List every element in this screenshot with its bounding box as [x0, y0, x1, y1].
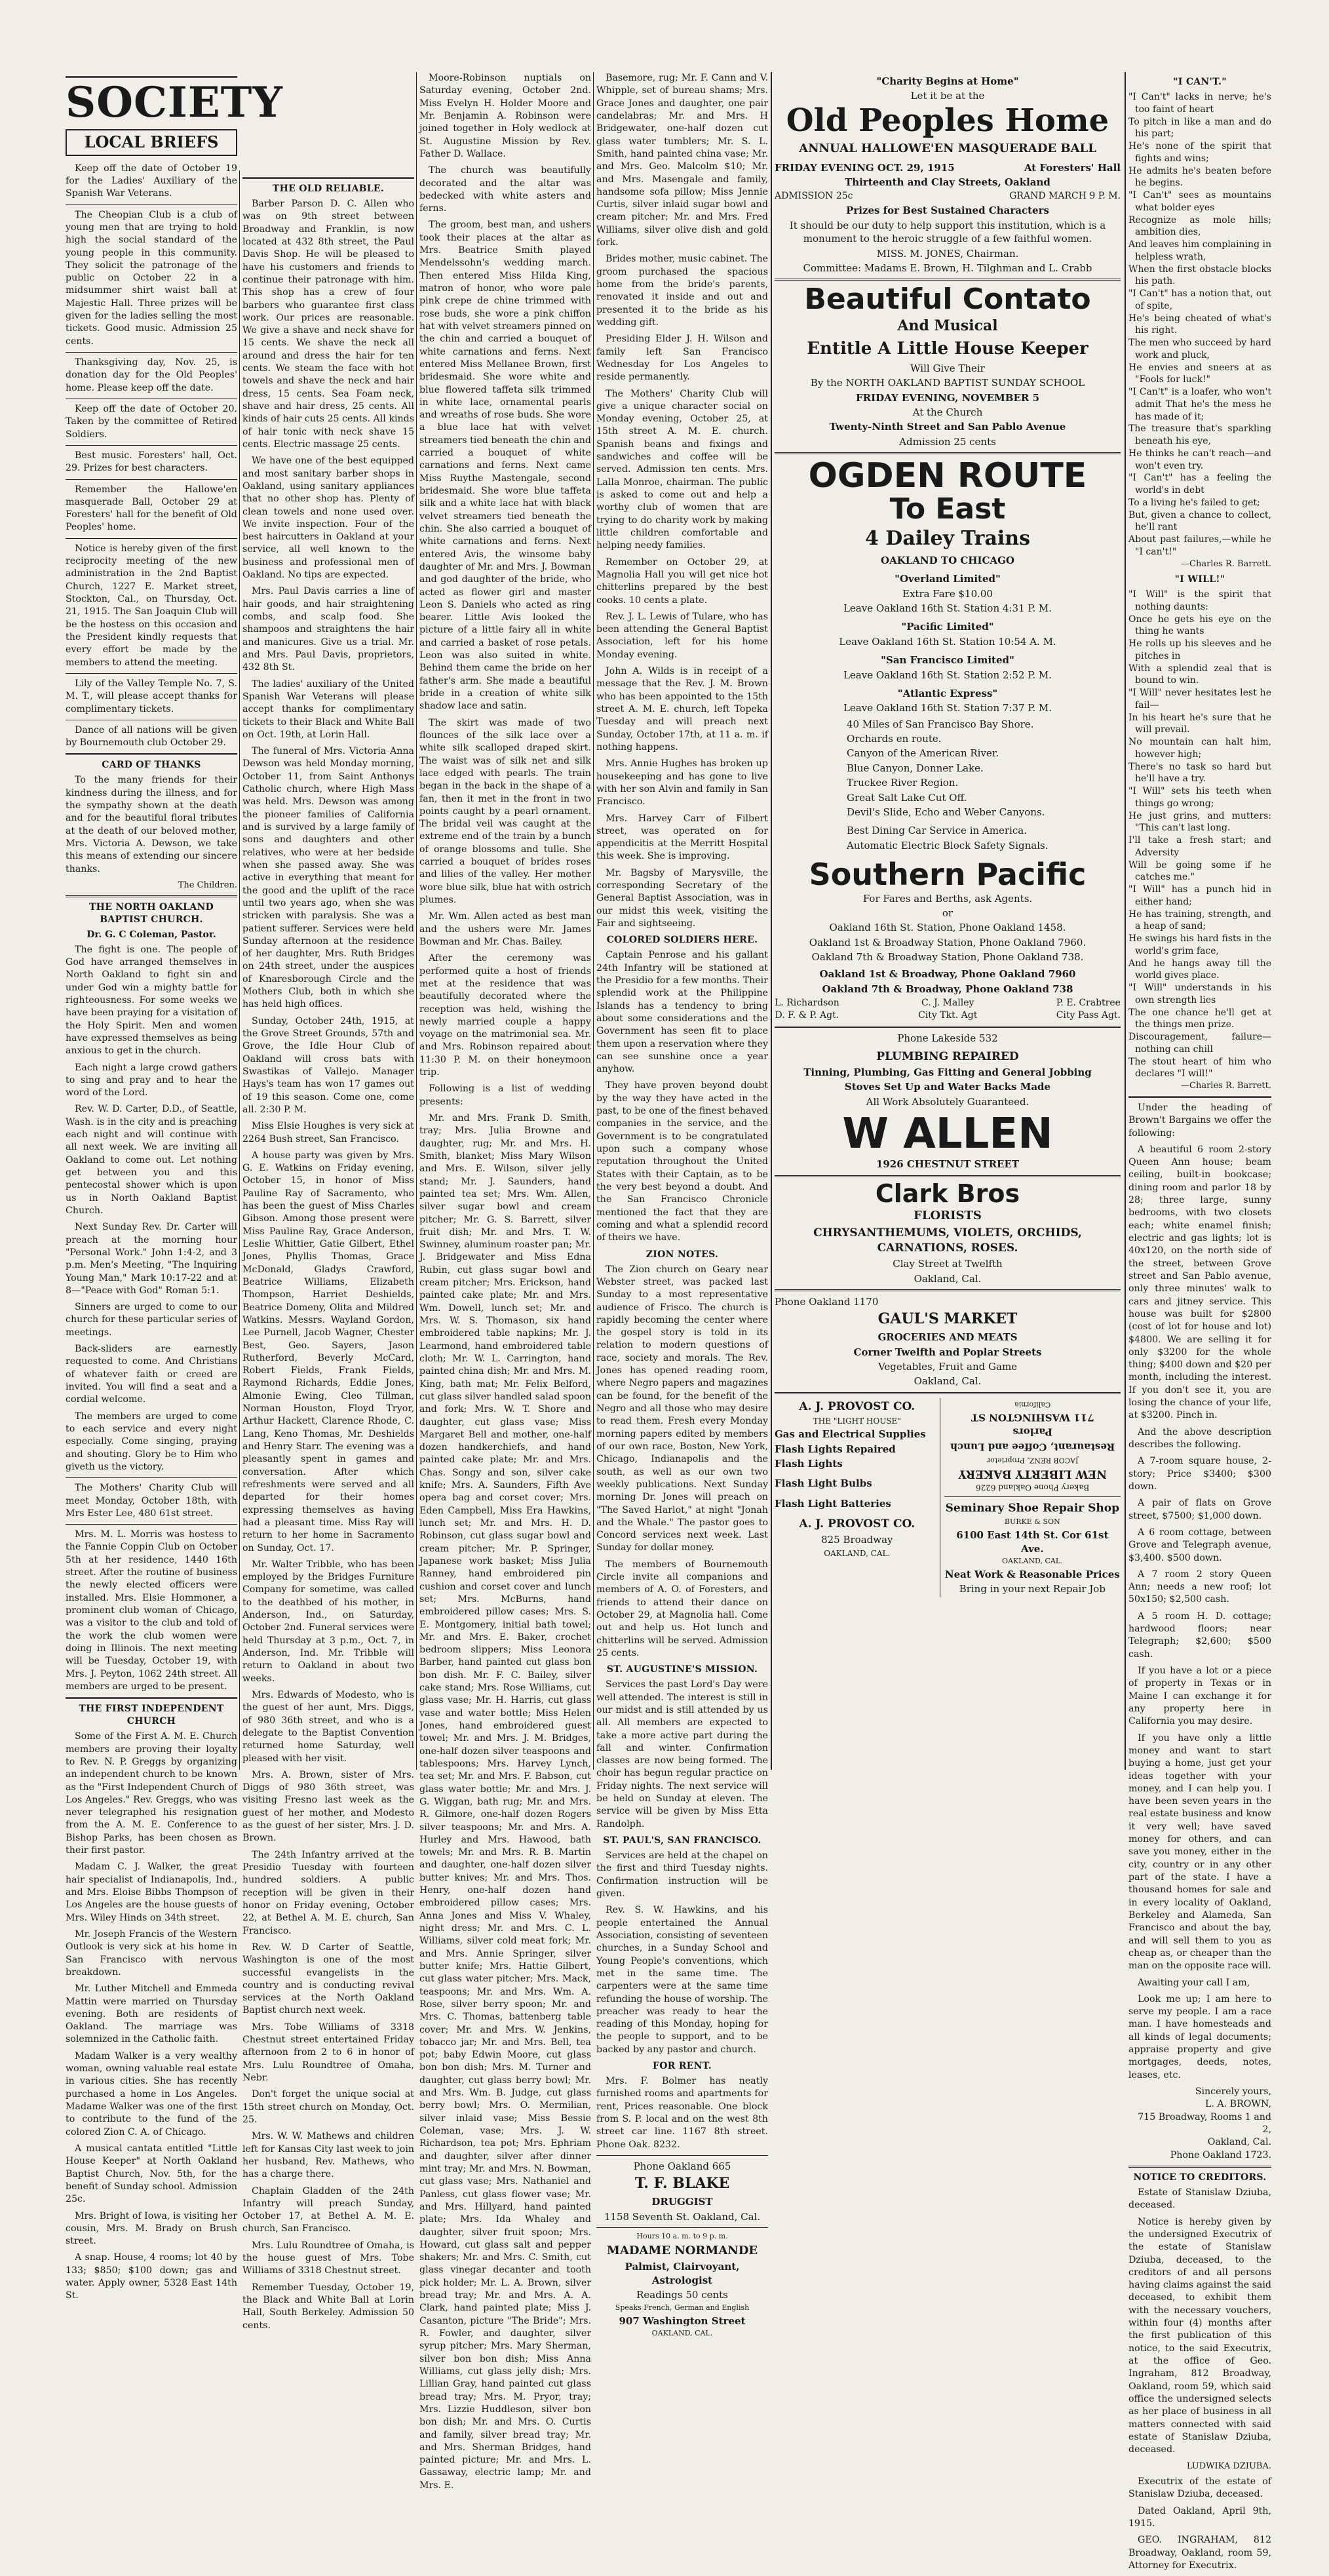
article-text: If you have only a little money and want to start buying a home, just get your ideas together with your money, and I can help you. I have been seven years in the real estate business and know it very well; have saved money for others, and can save you money, either in the city, country or in any other part of the state. I have a thousand homes for sale and in every locality of Oakland, Berkeley and Alameda, San Francisco and about the bay, and will sell them to you as cheap as, or cheaper than the man on the opposite race will.: [1128, 1732, 1271, 1972]
ad-role: Palmist, Clairvoyant, Astrologist: [625, 2261, 740, 2286]
heading-church: THE NORTH OAKLAND BAPTIST CHURCH.: [88, 901, 214, 925]
ad-gauls-market: [775, 1295, 1121, 1388]
ad-chairman: MISS. M. JONES, Chairman.: [876, 247, 1019, 260]
agent-name: C. J. Malley: [921, 998, 974, 1009]
article-text: Next Sunday Rev. Dr. Carter will preach at the morning hour "Personal Work." John 1:4-2, and 3 p.m. Men's Meeting, "The Inquiring Young Man," Mark 10:17-22 and at 8—"Peace with God" Roman 5:1.: [66, 1222, 237, 1296]
article-text: Back-sliders are earnestly requested to come. And Christians of whatever faith or creed are invited. You will find a seat and a cordial welcome.: [66, 1344, 237, 1405]
ad-address: 711 WASHINGTON ST: [971, 1411, 1094, 1424]
ad-name: Seminary Shoe Repair Shop: [945, 1502, 1120, 1515]
poem-line: The one chance he'll get at the things men prize.: [1128, 1007, 1271, 1030]
poem-line: He has training, strength, and a heap of sand;: [1128, 908, 1271, 932]
ad-madame-normande: [596, 2232, 768, 2339]
brief: Lily of the Valley Temple No. 7, S. M. T., will please accept thanks for complimentary tickets.: [66, 678, 237, 714]
ad-line: GROCERIES AND MEATS: [877, 1331, 1018, 1344]
ad-entitle: Entitle A Little House Keeper: [807, 338, 1088, 359]
train-departure: Leave Oakland 16th St. Station 2:52 P. M.: [843, 669, 1052, 681]
masthead-title: SOCIETY: [66, 78, 283, 127]
agent: [775, 997, 839, 1022]
agent-name: L. Richardson: [775, 998, 839, 1009]
article-text: Estate of Stanislaw Dziuba, deceased.: [1128, 2187, 1271, 2211]
ad-name: A. J. PROVOST CO.: [799, 1399, 915, 1413]
ads-bottom-row: [775, 1398, 1121, 1597]
ad-new-liberty-bakery: [944, 1399, 1121, 1493]
train-departure: Leave Oakland 16th St. Station 10:54 A. M.: [839, 635, 1056, 648]
train-fare: Extra Fare $10.00: [902, 587, 993, 600]
column-rule: [593, 72, 594, 1770]
heading-st-pauls: ST. PAUL'S, SAN FRANCISCO.: [603, 1835, 761, 1846]
article-text: Madam C. J. Walker, the great hair specialist of Indianapolis, Ind., and Mrs. Eloise Bibbs Thompson of Los Angeles are the house guests of Mrs. Wiley Hinds on 34th street.: [66, 1862, 237, 1923]
poem-line: About past failures,—while he "I can't!": [1128, 534, 1271, 557]
ad-city: OAKLAND, CAL.: [651, 2328, 713, 2337]
ad-city: OAKLAND, CAL.: [1001, 1557, 1063, 1566]
poem-line: "I Can't" sees as mountains what bolder eyes: [1128, 190, 1271, 213]
agent: [1056, 997, 1121, 1022]
ad-line: Oakland, Cal.: [914, 1375, 982, 1388]
scenery-item: Canyon of the American River.: [847, 747, 999, 760]
train-name: "Overland Limited": [895, 573, 1001, 585]
poem-line: "I Can't" lacks in nerve; he's too faint of heart: [1128, 92, 1271, 115]
signature: The Children.: [178, 880, 237, 890]
poem-line: With a splendid zeal that is bound to win.: [1128, 663, 1271, 686]
article-text: We have one of the best equipped and most sanitary barber shops in Oakland, using sanitary appliances that no other shop has. Plenty of clean towels and none used over. We invite inspection. Four of the best haircutters in Oakland at your service, all well known to the business and professional men of Oakland. No tips are expected.: [242, 456, 414, 581]
poem-line: The stout heart of him who declares "I will!": [1128, 1056, 1271, 1080]
train-name: "San Francisco Limited": [881, 654, 1014, 667]
scenery-list: [775, 718, 1121, 853]
article-text: Barber Parson D. C. Allen who was on 9th street between Broadway and Franklin, is now located at 432 8th street, the Paul Davis Shop. He will be pleased to have his customers and friends to continue their patronage with him. This shop has a crew of four barbers who guarantee first class work. Our prices are reasonable. We give a shave and neck shave for 15 cents. We shave the neck all around and dress the hair for ten cents. We steam the face with hot towels and shave the neck and hair dress, 15 cents. Sea Foam neck, shave and hair dress, 25 cents. All kinds of hair cuts 25 cents. All kinds of hair tonic with neck shave 15 cents. Electric massage 25 cents.: [242, 199, 414, 450]
pastor-line: Dr. G. C Coleman, Pastor.: [87, 929, 216, 940]
ad-provost: [775, 1398, 940, 1597]
signer-address: 715 Broadway, Rooms 1 and 2,: [1138, 2111, 1271, 2135]
article-text: Sunday, October 24th, 1915, at the Grove Street Grounds, 57th and Grove, the Idle Hour Club of Oakland will cross bats with Swastikas of Vallejo. Manager Hays's team has won 17 games out of 19 this season. Come one, come all. 2:30 P. M.: [242, 1015, 414, 1115]
poem-line: The treasure that's sparkling beneath his eye,: [1128, 423, 1271, 447]
heading-st-augustine: ST. AUGUSTINE'S MISSION.: [606, 1664, 758, 1675]
article-text: And the above description describes the following.: [1128, 1426, 1271, 1451]
column-rule: [239, 170, 240, 1770]
poem-line: There's no task so hard but he'll have a try.: [1128, 761, 1271, 785]
scenery-item: Blue Canyon, Donner Lake.: [847, 762, 984, 774]
poem-i-will: [1128, 589, 1271, 1080]
article-text: They have proven beyond doubt by the way they have acted in the past, to be one of the finest behaved companies in the service, and the Government is to be congratulated upon such a company whose reputation throughout the United States with their Captain, as to be the very best beyond a doubt. And the San Francisco Chronicle mentioned the fact that they are coming and what a splendid record of theirs we have.: [596, 1080, 768, 1243]
scenery-item: Devil's Slide, Echo and Weber Canyons.: [847, 806, 1045, 819]
poem-line: He's being cheated of what's his right.: [1128, 313, 1271, 336]
ad-line: Flash Light Batteries: [775, 1497, 891, 1510]
ad-name: Clark Bros: [875, 1179, 1020, 1208]
poem-line: "I Will" sets his teeth when things go wrong;: [1128, 786, 1271, 809]
ad-at: At the Church: [912, 406, 983, 419]
ad-name: GAUL'S MARKET: [877, 1310, 1018, 1328]
ad-line: Stoves Set Up and Water Backs Made: [844, 1081, 1051, 1093]
article-text: Mrs. A. Brown, sister of Mrs. Diggs of 980 36th street, was visiting Fresno last week as the guest of her mother, and Modesto as the guest of her sister, Mrs. J. D. Brown.: [242, 1769, 414, 1844]
article-text: Captain Penrose and his gallant 24th Infantry will be stationed at the Presidio for a few months. Their splendid work at the Philippine Islands has a tendency to bring about some considerations and the Government has seen fit to place them upon a reservation where they can see sunshine once a year anyhow.: [596, 950, 768, 1075]
newspaper-page: [66, 72, 1271, 2571]
brief: Remember the Hallowe'en masquerade Ball, October 29 at Foresters' hall for the benefit of Old Peoples' home.: [66, 484, 237, 533]
brief: Keep off the date of October 19 for the Ladies' Auxiliary of the Spanish War Veterans.: [66, 163, 237, 199]
agent-role: City Tkt. Agt: [918, 1010, 978, 1021]
ad-give: Will Give Their: [910, 362, 985, 374]
ad-address: 6100 East 14th St. Cor 61st Ave.: [956, 1529, 1109, 1555]
ad-address: 907 Washington Street: [619, 2314, 746, 2327]
ad-committee: Committee: Madams E. Brown, H. Tilghman and L. Crabb: [803, 262, 1092, 275]
article-text: Mrs. Bright of Iowa, is visiting her cousin, Mrs. M. Brady on Brush street.: [66, 2210, 237, 2247]
poem-line: I'll take a fresh start; and Adversity: [1128, 835, 1271, 858]
ad-flowers: CHRYSANTHEMUMS, VIOLETS, ORCHIDS, CARNATIONS, ROSES.: [813, 1226, 1082, 1255]
ad-city: California: [1014, 1400, 1050, 1409]
article-text: A 5 room H. D. cottage; hardwood floors; near Telegraph; $2,600; $500 cash.: [1128, 1610, 1271, 1660]
ad-title: Beautiful Contato: [804, 283, 1091, 317]
station-phone: Oakland 7th & Broadway Station, Phone Oakland 738.: [811, 951, 1084, 964]
article-text: The 24th Infantry arrived at the Presidio Tuesday with fourteen hundred soldiers. A public reception will be given in their honor on Friday evening, October 22, at Bethel A. M. E. church, San Francisco.: [242, 1849, 414, 1936]
agent-role: City Pass Agt.: [1056, 1010, 1121, 1021]
scenery-item: Truckee River Region.: [847, 777, 959, 789]
heading-for-rent: FOR RENT.: [653, 2061, 712, 2072]
brief: The Cheopian Club is a club of young men that are trying to hold high the social standard of the young people in this community. They solicit the patronage of the public on October 22 in a midsummer shirt waist ball at Majestic Hall. Three prizes will be given for the ladies selling the most tickets. Good music. Admission 25 cents.: [66, 209, 237, 347]
ad-and: And Musical: [897, 317, 998, 334]
article-text: John A. Wilds is in receipt of a message that the Rev. J. M. Brown who has been appointed to the 15th street A. M. E. church, left Topeka Tuesday and will preach next Sunday, October 17th, at 11 a. m. if nothing happens.: [596, 666, 768, 752]
scenery-item: Automatic Electric Block Safety Signals.: [847, 839, 1049, 851]
article-text: Sinners are urged to come to our church for these particular series of meetings.: [66, 1302, 237, 1338]
signer-phone: Phone Oakland 1723.: [1170, 2149, 1271, 2160]
article-text: GEO. INGRAHAM, 812 Broadway, Oakland, room 59, Attorney for Executrix.: [1128, 2535, 1271, 2571]
article-text: Following is a list of wedding presents:: [419, 1083, 591, 1107]
article-text: Mrs. Harvey Carr of Filbert street, was operated on for appendicitis at the Merritt Hospital this week. She is improving.: [596, 813, 768, 862]
article-text: Rev. W. D. Carter, D.D., of Seattle, Wash. is in the city and is preaching each night and will continue with all next week. We are inviting all Oakland to come out. Let nothing get between you and this pentecostal shower which is upon us in North Oakland Baptist Church.: [66, 1104, 237, 1216]
article-text: Moore-Robinson nuptials on Saturday evening, October 2nd. Miss Evelyn H. Holder Moore and Mr. Benjamin A. Robinson were joined together in Holy wedlock at St. Augustine Mission by Rev. Father D. Wallace.: [419, 73, 591, 159]
poem-line: He thinks he can't reach—and won't even try.: [1128, 448, 1271, 471]
ad-date-row: [775, 161, 1121, 174]
poem-line: He swings his hard fists in the world's grim face,: [1128, 933, 1271, 956]
poem-line: "I Will" is the spirit that nothing daunts:: [1128, 589, 1271, 612]
ad-date: FRIDAY EVENING, NOVEMBER 5: [855, 391, 1040, 404]
article-text: Don't forget the unique social at 15th street church on Monday, Oct. 25.: [242, 2089, 414, 2125]
poem-line: "I Can't" is a loafer, who won't admit That he's the mess he has made of it;: [1128, 387, 1271, 422]
ad-admission: Admission 25 cents: [899, 435, 996, 448]
ad-contato: [775, 284, 1121, 448]
ad-parlors: Parlors: [1012, 1426, 1052, 1438]
poem-line: The men who succeed by hard work and pluck,: [1128, 338, 1271, 361]
article-text: Rev. W. D Carter of Seattle, Washington is one of the most successful evangelists in the country and is conducting revival services at the North Oakland Baptist church next week.: [242, 1942, 414, 2016]
station-phone: Oakland 1st & Broadway Station, Phone Oakland 7960.: [809, 936, 1087, 948]
poem-line: Recognize as mole hills; ambition dies,: [1128, 214, 1271, 238]
column-2: [242, 72, 414, 2336]
column-rule: [1125, 72, 1126, 1770]
poem-title: "I CAN'T.": [1173, 77, 1227, 87]
ad-or: or: [942, 907, 953, 919]
station-phone: Oakland 1st & Broadway, Phone Oakland 7960: [819, 968, 1076, 981]
ad-ogden-route: [775, 458, 1121, 1022]
ad-phone: Phone Oakland 1170: [775, 1295, 879, 1308]
poem-title: "I WILL!": [1174, 574, 1225, 585]
heading-first-independent: THE FIRST INDEPENDENT CHURCH: [79, 1704, 224, 1727]
poem-line: "I Can't" has a notion that, out of spite,: [1128, 288, 1271, 311]
poem-line: He's none of the spirit that fights and wins;: [1128, 141, 1271, 164]
column-6: [1128, 72, 1271, 2576]
article-text: Mr. Joseph Francis of the Western Outlook is very sick at his home in San Francisco with nervous breakdown.: [66, 1928, 237, 1978]
ad-line: Gas and Electrical Supplies: [775, 1428, 926, 1441]
article-text: Mr. Wm. Allen acted as best man and the ushers were Mr. James Bowman and Mr. Chas. Bailey.: [419, 911, 591, 947]
article-text: A beautiful 6 room 2-story Queen Ann house; beam ceiling, built-in bookcase; dining room and parlor 18 by 28; three large, sunny bedrooms, with two closets each; white enamel finish; electric and gas lights; lot is 40x120, on the north side of the street, between Grove street and San Pablo avenue, only three minutes' walk to cars and jitney service. This house was built for $2800 (cost of lot for house and lot) $4800. We are selling it for only $3200 for the whole thing; $400 down and $20 per month, including the interest. If you don't see it, you are losing the chance of your life, at $3200. Pinch in.: [1128, 1144, 1271, 1421]
ad-florists: FLORISTS: [914, 1209, 982, 1223]
poem-line: No mountain can halt him, however high;: [1128, 737, 1271, 760]
ad-route: OAKLAND TO CHICAGO: [881, 554, 1014, 566]
article-text: Rev. S. W. Hawkins, and his people entertained the Annual Association, consisting of seventeen churches, in a Sunday School and Young People's conventions, which met in the same time. The carpenters were at the same time refunding the house of worship. The preacher was ready to hear the reading of this Monday, hoping for the people to support, and to be backed by any pastor and church.: [596, 1905, 768, 2055]
column-5-ads: [775, 72, 1121, 1597]
article-text: Awaiting your call I am,: [1138, 1977, 1250, 1988]
article-text: The funeral of Mrs. Victoria Anna Dewson was held Monday morning, October 11, from Saint Anthonys Catholic church, where High Mass was held. Mrs. Dewson was among the pioneer families of California and is survived by a large family of sons and daughters and other relatives, who were at her bedside when she passed away. She was active in everything that meant for the good and the uplift of the race until two years ago, when she was stricken with paralysis. She was a patient sufferer. Services were held Sunday afternoon at the residence of her daughter, Mrs. Ruth Bridges on 24th street, under the auspices of Knaresborough Circle and the Mothers Club, both in which she has held high offices.: [242, 746, 414, 1010]
article-text: The skirt was made of two flounces of the silk lace over a white silk scalloped draped skirt. The waist was of silk net and silk lace edged with pearls. The train began in the back in the shape of a fan, then it met in the front in two points caught by a pearl ornament. The bridal veil was caught at the extreme end of the train by a bunch of orange blossoms and tulle. She carried a bouquet of brides roses and lilies of the valley. Her mother wore blue silk, blue hat with ostrich plumes.: [419, 717, 591, 905]
ad-date: FRIDAY EVENING OCT. 29, 1915: [775, 161, 955, 174]
article-text: The groom, best man, and ushers took their places at the altar as Mrs. Beatrice Smith played Mendelssohn's wedding march. Then entered Miss Hilda King, matron of honor, who wore pale pink crepe de chine trimmed with rose buds, she wore a pink chiffon hat with velvet streamers pinned on the chin and carried a bouquet of white carnations and ferns. Next entered Miss Mellanee Brown, first bridesmaid. She wore white and blue flowered taffeta silk trimmed in white lace, ornamental pearls and wreaths of rose buds. She wore a blue lace hat with velvet streamers tied beneath the chin and carried a bouquet of white carnations and ferns. Next came Miss Ruythe Mastengale, second bridesmaid. She wore blue taffeta silk and a white lace hat with black velvet streamers tied beneath the chin. She also carried a bouquet of white carnations and ferns. Next entered Avis, the winsome baby daughter of Mr. and Mrs. J. Bowman and god daughter of the bride, who acted as flower girl and master Leon S. Daniels who acted as ring bearer. Little Avis looked the picture of a little fairy all in white and carried a basket of rose petals. Leon was also suited in white. Behind them came the bride on her father's arm. She made a beautiful bride in a creation of white silk shadow lace and satin.: [419, 220, 591, 712]
poem-line: To a living he's failed to get;: [1128, 497, 1260, 508]
ad-hours: Hours 10 a. m. to 9 p. m.: [636, 2232, 728, 2241]
ad-sub: Bakery Phone Oakland 6226: [975, 1483, 1089, 1493]
brief: Thanksgiving day, Nov. 25, is donation day for the Old Peoples' home. Please keep off the date.: [66, 357, 237, 393]
ad-title: OGDEN ROUTE: [808, 456, 1087, 496]
article-text: A 7-room square house, 2-story; Price $3400; $300 down.: [1128, 1456, 1271, 1492]
article-text: Miss Elsie Houghes is very sick at 2264 Bush street, San Francisco.: [242, 1121, 414, 1144]
ad-line: Neat Work & Reasonable Prices: [944, 1569, 1120, 1581]
article-text: Mr. Walter Tribble, who has been employed by the Bridges Furniture Company for sometime, was called to the deathbed of his mother, in Anderson, Ind., on Saturday, October 2nd. Funeral services were held Thursday at 3 p.m., Oct. 7, in Anderson, Ind. Mr. Tribble will return to Oakland in about two weeks.: [242, 1559, 414, 1684]
article-text: A house party was given by Mrs. G. E. Watkins on Friday evening, October 15, in honor of Miss Pauline Ray of Sacramento, who has been the guest of Miss Charles Gibson. Among those present were Miss Pauline Ray, Grace Anderson, Leslie Whittier, Gatie Gilbert, Ethel Jones, Phyllis Thomas, Grace McDonald, Gladys Crawford, Beatrice Williams, Elizabeth Thompson, Harriet Deshields, Beatrice Domeny, Olita and Mildred Watkins. Messrs. Wayland Gordon, Lee Purnell, Jacob Wagner, Chester Best, Geo. Sayers, Jason Rutherford, Beverly McCard, Robert Fields, Frank Fields, Raymond Richards, Eddie Jones, Almonie Ewing, Cleo Tillman, Norman Houston, Floyd Tryor, Arthur Hackett, Clarence Rhode, C. Lang, Keno Thomas, Mr. Deshields and Henry Starr. The evening was a pleasantly spent in games and conversation. After which refreshments were served and all departed for their homes expressing themselves as having had a pleasant time. Miss Ray will return to her home in Sacramento on Sunday, Oct. 17.: [242, 1150, 414, 1553]
poem-line: He admits he's beaten before he begins.: [1128, 165, 1271, 189]
article-text: A musical cantata entitled "Little House Keeper" at North Oakland Baptist Church, Nov. 5th, for the benefit of Sunday school. Admission 25c.: [66, 2143, 237, 2205]
article-text: Some of the First A. M. E. Church members are proving their loyalty to Rev. N. P. Greggs by organizing an independent church to be known as the "First Independent Church of Los Angeles." Rev. Greggs, who was never telegraphed his resignation from the A. M. E. Conference to Bishop Parks, has been chosen as their first pastor.: [66, 1731, 237, 1856]
article-text: Notice is hereby given by the undersigned Executrix of the estate of Stanislaw Dziuba, deceased, to the creditors of and all persons having claims against the said deceased, to exhibit them with the necessary vouchers, within four (4) months after the first publication of this notice, to the said Executrix, at the office of Geo. Ingraham, 812 Broadway, Oakland, room 59, which said office the undersigned selects as her place of business in all matters connected with said estate of Stanislaw Dziuba, deceased.: [1128, 2216, 1271, 2455]
ad-name: MADAME NORMANDE: [606, 2244, 758, 2257]
ad-location: Thirteenth and Clay Streets, Oakland: [845, 176, 1050, 189]
article-text: Under the heading of Brown't Bargains we offer the following:: [1128, 1102, 1271, 1139]
agents-row: [775, 997, 1121, 1022]
poem-line: To pitch in like a man and do his part;: [1128, 116, 1271, 140]
train-departure: Leave Oakland 16th St. Station 7:37 P. M.: [843, 702, 1052, 714]
article-text: Rev. J. L. Lewis of Tulare, who has been attending the General Baptist Association, left for his home Monday evening.: [596, 611, 768, 660]
article-text: If you have a lot or a piece of property in Texas or in Maine I can exchange it for any property here in California you may desire.: [1128, 1666, 1271, 1727]
article-text: Presiding Elder J. H. Wilson and family left San Francisco Wednesday for Los Angeles to reside permanently.: [596, 334, 768, 383]
poem-signature: —Charles R. Barrett.: [1181, 558, 1271, 569]
article-text: Mrs. F. Bolmer has neatly furnished rooms and apartments for rent, Prices reasonable. One block from S. P. local and on the west 8th street car line. 1167 8th street. Phone Oak. 8232.: [596, 2076, 768, 2150]
brief: Keep off the date of October 20. Taken by the committee of Retired Soldiers.: [66, 403, 237, 440]
ad-name: NEW LIBERTY BAKERY: [958, 1466, 1107, 1480]
ad-line: Corner Twelfth and Poplar Streets: [853, 1346, 1042, 1358]
ad-phone: Phone Lakeside 532: [897, 1032, 998, 1045]
article-text: Mrs. Edwards of Modesto, who is the guest of her aunt, Mrs. Diggs, of 980 36th street, and who is a delegate to the Baptist Convention returned home Saturday, well pleased with her visit.: [242, 1689, 414, 1764]
ad-location: Twenty-Ninth Street and San Pablo Avenue: [829, 421, 1066, 433]
ad-duty: It should be our duty to help support this institution, which is a monument to the heroic struggle of a few faithful women.: [789, 219, 1106, 245]
article-text: Executrix of the estate of Stanislaw Dziuba, deceased.: [1128, 2476, 1271, 2500]
ad-address: 1926 CHESTNUT STREET: [876, 1158, 1020, 1171]
signature-block: [1128, 2086, 1271, 2162]
ad-prop: BURKE & SON: [1004, 1517, 1060, 1527]
column-4: [596, 72, 768, 2340]
ad-sub: THE "LIGHT HOUSE": [813, 1416, 901, 1426]
poem-signature: —Charles R. Barrett.: [1181, 1081, 1271, 1091]
article-text: The Zion church on Geary near Webster street, was packed last Sunday to a most representative audience of Frisco. The church is rapidly becoming the center where the gospel story is told in its relation to modern questions of race, society and morals. The Rev. Jones has opened reading room, where Negro papers and magazines can be found, for the benefit of the Negro and all those who may desire to read them. Fresh every Monday morning papers edited by members of our own race, Boston, New York, Chicago, Indianapolis and the south, as well as our own two weekly publications. Next Sunday morning Dr. Jones will preach on "The Saved Harlot," at night "Jonah and the Whale." The pastor goes to Concord services next week. Last Sunday for dollar money.: [596, 1264, 768, 1553]
ad-name: T. F. BLAKE: [634, 2175, 730, 2193]
ad-line: Flash Light Bulbs: [775, 1477, 872, 1490]
ad-hall: At Foresters' Hall: [1024, 161, 1121, 174]
train-departure: Leave Oakland 16th St. Station 4:31 P. M.: [843, 602, 1052, 614]
poem-line: When the first obstacle blocks his path.: [1128, 263, 1271, 287]
ad-address: Clay Street at Twelfth: [893, 1258, 1003, 1270]
article-text: A pair of flats on Grove street, $7500; $1,000 down.: [1128, 1498, 1271, 1521]
ad-clark-bros: [775, 1181, 1121, 1285]
column-rule: [771, 72, 772, 1770]
ad-phone: Phone Oakland 665: [633, 2160, 731, 2172]
heading-creditors: NOTICE TO CREDITORS.: [1133, 2172, 1267, 2183]
article-text: A 6 room cottage, between Grove and Telegraph avenue, $3,400. $500 down.: [1128, 1527, 1271, 1563]
poem-i-cant: [1128, 91, 1271, 558]
poem-line: In his heart he's sure that he will prevail.: [1128, 712, 1271, 735]
poem-line: And leaves him complaining in helpless wrath,: [1128, 239, 1271, 262]
article-text: The Mothers' Charity Club will give a unique character social on Monday evening, October 25, at 15th street A. M. E. church. Spanish beans and fixings and sandwiches and coffee will be served. Admission ten cents. Mrs. Lalla Monroe, chairman. The public is asked to come out and help a worthy club of women that are trying to do charity work by making little children comfortable and helping needy families.: [596, 388, 768, 551]
brief: Mrs. M. L. Morris was hostess to the Fannie Coppin Club on October 5th at her residence, 1440 16th street. After the routine of business the newly elected officers were installed. Mrs. Elsie Hommoner, a prominent club woman of Chicago, was a visitor to the club and told of the work the club women were doing in Illinois. The next meeting will be Tuesday, October 19, with Mrs. J. Peyton, 1062 24th street. All members are urged to be present.: [66, 1529, 237, 1692]
article-text: The ladies' auxiliary of the United Spanish War Veterans will please accept thanks for complimentary tickets to their Black and White Ball on Oct. 19th, at Lorin Hall.: [242, 678, 414, 740]
ad-blake-druggist: [596, 2160, 768, 2223]
closing: Sincerely yours,: [1195, 2086, 1271, 2098]
heading-zion-notes: ZION NOTES.: [645, 1249, 719, 1260]
heading-old-reliable: THE OLD RELIABLE.: [272, 184, 385, 194]
ad-march: GRAND MARCH 9 P. M.: [1009, 191, 1121, 202]
article-text: Brides mother, music cabinet. The groom purchased the spacious home from the bride's parents, renovated it inside and out and presented it to the bride as his wedding gift.: [596, 254, 768, 328]
article-text: To the many friends for their kindness during the illness, and for the sympathy shown at the death and for the beautiful floral tributes at the death of our beloved mother, Mrs. Victoria A. Dewson, we take this means of extending our sincere thanks.: [66, 775, 237, 874]
scenery-item: Great Salt Lake Cut Off.: [847, 791, 967, 804]
ad-tagline: "Charity Begins at Home": [876, 75, 1019, 87]
poem-line: Will be going some if he catches me.": [1128, 859, 1271, 883]
poem-line: "I Will" has a punch hid in either hand;: [1128, 884, 1271, 907]
agent-role: D. F. & P. Agt.: [775, 1010, 839, 1021]
ad-prizes: Prizes for Best Sustained Characters: [846, 205, 1049, 217]
heading-colored-soldiers: COLORED SOLDIERS HERE.: [606, 935, 758, 946]
train-name: "Atlantic Express": [897, 687, 998, 699]
article-text: Dated Oakland, April 9th, 1915.: [1128, 2505, 1271, 2529]
ad-line: Vegetables, Fruit and Game: [877, 1360, 1018, 1373]
ad-subtitle: To East: [889, 492, 1006, 526]
article-text: Basemore, rug; Mr. F. Cann and V. Whipple, set of bureau shams; Mrs. Grace Jones and daughter, one pair candelabras; Mr. and Mrs. H Bridgewater, one-half dozen cut glass water tumblers; Mr. S. L. Smith, hand painted china vase; Mr. and Mrs. Geo. Malcolm $10; Mr. and Mrs. Masengale and family, handsome sofa pillow; Miss Jennie Curtis, silver inlaid sugar bowl and cream pitcher; Mr. and Mrs. Fred Williams, silver olive dish and gold fork.: [596, 73, 768, 248]
brief: Dance of all nations will be given by Bournemouth club October 29.: [66, 724, 237, 749]
ads-right-stack: [940, 1398, 1121, 1597]
signer: L. A. BROWN,: [1204, 2099, 1271, 2110]
heading-card-of-thanks: CARD OF THANKS: [102, 760, 201, 771]
ad-fares: For Fares and Berths, ask Agents.: [862, 892, 1033, 905]
section-title: LOCAL BRIEFS: [66, 129, 237, 156]
station-phone: Oakland 7th & Broadway, Phone Oakland 738: [822, 983, 1073, 995]
scenery-item: Orchards en route.: [847, 733, 942, 745]
article-text: Mrs. Lulu Roundtree of Omaha, is the house guest of Mrs. Tobe Williams of 3318 Chestnut street.: [242, 2240, 414, 2276]
ad-heading: PLUMBING REPAIRED: [876, 1049, 1019, 1063]
article-text: After the ceremony was performed quite a host of friends met at the residence that was beautifully decorated where the reception was held, wishing the newly married couple a happy voyage on the matrimonial sea. Mr. and Mrs. Robinson repaired about 11:30 P. M. on their honeymoon trip.: [419, 953, 591, 1078]
poem-line: He envies and sneers at as "Fools for luck!": [1128, 362, 1271, 385]
ad-w-allen-plumbing: [775, 1032, 1121, 1171]
article-text: The members of Bournemouth Circle invite all companions and members of A. O. of Foresters, and friends to attend their dance on October 29, at Magnolia hall. Come out and help us. Hot lunch and chitterlins will be served. Admission 25 cents.: [596, 1559, 768, 1658]
station-phone: Oakland 16th St. Station, Phone Oakland 1458.: [829, 922, 1066, 934]
ad-title: Old Peoples Home: [786, 102, 1109, 139]
article-text: Mr. and Mrs. Frank D. Smith, tray; Mrs. Julia Browne and daughter, rug; Mr. and Mrs. H. Smith, blanket; Miss Mary Wilson and Mrs. E. Wilson, silver jelly stand; Mr. J. Saunders, hand painted tea set; Mrs. Wm. Allen, silver sugar bowl and cream pitcher; Mr. G. S. Barrett, silver fruit dish; Mr. and Mrs. T. W. Swinney, aluminum roaster pan; Mr. J. Bridgewater and Miss Edna Rubin, cut glass sugar bowl and cream pitcher; Mrs. Erickson, hand painted cake plate; Mr. and Mrs. Wm. Dowell, lunch set; Mr. and Mrs. W. S. Thomason, six hand embroidered table napkins; Mr. J. Learmond, hand embroidered table cloth; Mr. W. L. Carrington, hand painted china dish; Mr. and Mrs. M. King, bath mat; Mr. Felix Belford, cut glass silver handled salad spoon and fork; Mrs. W. T. Shore and daughter, cut glass vase; Miss Margaret Bell and mother, one-half dozen handkerchiefs, and hand painted cake plate; Mr. and Mrs. Chas. Songy and son, silver cake knife; Mrs. A. Saunders, Fifth Ave opera bag and corset cover; Mrs. Eden Campbell, Miss Era Hawkins, lunch set; Mr. and Mrs. H. D. Robinson, cut glass sugar bowl and cream pitcher; Mr. P. Springer, Japanese work basket; Miss Julia Ranney, hand embroidered pin cushion and corset cover and lunch set; Mrs. McBurns, hand embroidered pillow cases; Mrs. S. E. Montgomery, initial bath towel; Mr. and Mrs. E. Baker, crochet bedroom slippers; Miss Leonora Barber, hand painted cut glass bon bon dish. Mr. F. C. Bailey, silver cake stand; Mrs. Rose Williams, cut glass vase; Mr. H. Harris, cut glass vase and water bottle; Miss Helen Jones, hand embroidered guest towel; Mr. and Mrs. J. M. Bridges, one-half dozen silver teaspoons and tablespoons; Mrs. Harvey Lynch, tea set; Mr. and Mrs. F. Babson, cut glass water bottle; Mr. and Mrs. J. G. Wiggan, bath rug; Mr. and Mrs. R. Gilmore, one-half dozen Rogers silver teaspoons; Mr. and Mrs. A. Hurley and Mrs. Hawood, bath towels; Mr. and Mrs. R. B. Martin and daughter, one-half dozen silver butter knives; Mr. and Mrs. Thos. Henry, one-half dozen hand embroidered pillow cases; Mrs. Anna Jones and Miss V. Whaley, night dress; Mr. and Mrs. C. L. Williams, silver cold meat fork; Mr. and Mrs. Annie Springer, silver butter knife; Mrs. Hattie Gilbert, cut glass water pitcher; Mrs. Mack, teaspoons; Mr. and Mrs. Wm. A. Rose, silver berry spoon; Mr. and Mrs. C. Thomas, battenberg table cover; Mr. and Mrs. W. Jenkins, tobacco jar; Mr. and Mrs. Bell, tea pot; baby Edwin Moore, cut glass bon bon dish; Mrs. M. Turner and daughter, cut glass berry bowl; Mr. and Mrs. Wm. B. Judge, cut glass berry bowl; Mrs. O. Mermilian, silver inlaid vase; Miss Bessie Coleman, vase; Mrs. J. W. Richardson, tea pot; Mrs. Ephriam and daughter, silver after dinner mint tray; Mr. and Mrs. N. Bowman, cut glass vase; Mrs. Nathaniel and Panless, cut glass flower vase; Mr. and Mrs. Hillyard, hand painted plate; Mrs. Ida Whaley and daughter, silver fruit spoon; Mrs. Howard, cut glass salt and pepper shakers; Mr. and Mrs. C. Smith, cut glass vinegar decanter and tooth pick holder; Mr. L. A. Brown, silver bread tray; Mr. and Mrs. A. A. Clark, hand painted plate; Miss J. Casanton, picture "The Bride"; Mrs. R. Fowler, and daughter, silver syrup pitcher; Mrs. Mary Sherman, silver bon bon dish; Miss Anna Williams, cut glass jelly dish; Mrs. Lillian Gray, hand painted cut glass bread tray; Mrs. M. Pryor, tray; Mrs. Lizzie Huddleson, silver bon bon dish; Mr. and Mrs. O. Curtis and family, silver bread tray; Mr. and Mrs. Sherman Bridges, hand painted picture; Mr. and Mrs. L. Gassaway, electric lamp; Mr. and Mrs. E.: [419, 1113, 591, 2491]
article-text: Chaplain Gladden of the 24th Infantry will preach Sunday, October 17, at Bethel A. M. E. church, San Francisco.: [242, 2185, 414, 2234]
signer-city: Oakland, Cal.: [1207, 2137, 1271, 2148]
column-3: [419, 72, 591, 2496]
article-text: Mr. Bagsby of Marysville, the corresponding Secretary of the General Baptist Association, was in our midst this week, visiting the Fair and sightseeing.: [596, 867, 768, 929]
article-text: Look me up; I am here to serve my people. I am a race man. I have homesteads and all kinds of legal documents; appraise property and give mortgages, deeds, notes, leases, etc.: [1128, 1993, 1271, 2080]
article-text: Mrs. W. W. Mathews and children left for Kansas City last week to join her husband, Rev. Mathews, who has a charge there.: [242, 2131, 414, 2180]
article-text: A snap. House, 4 rooms; lot 40 by 133; $850; $100 down; gas and water. Apply owner, 5328 East 14th St.: [66, 2252, 237, 2301]
brief: The Mothers' Charity Club will meet Monday, October 18th, with Mrs Ester Lee, 480 61st street.: [66, 1483, 237, 1519]
ad-old-peoples-home: [775, 75, 1121, 275]
article-text: The fight is one. The people of God have arranged themselves in North Oakland to fight sin and under God win a mighty battle for righteousness. For some weeks we have been praying for a visitation of the Holy Spirit. Men and women have expressed themselves as being anxious to get in the church.: [66, 944, 237, 1057]
agent-name: P. E. Crabtree: [1056, 998, 1121, 1009]
agent: [918, 997, 977, 1022]
poem-line: Discouragement, failure—nothing can chill: [1128, 1032, 1271, 1055]
ad-ball: ANNUAL HALLOWE'EN MASQUERADE BALL: [799, 142, 1096, 156]
ad-line: All Work Absolutely Guaranteed.: [866, 1095, 1030, 1108]
article-text: Madam Walker is a very wealthy woman, owning valuable real estate in various cities. She has recently purchased a home in Los Angeles. Madame Walker was one of the first to contribute to the fund of the colored Zion C. A. of Chicago.: [66, 2050, 237, 2137]
ad-role: DRUGGIST: [651, 2196, 713, 2208]
ad-prop: JACOB RENZ, Proprietor: [986, 1455, 1079, 1464]
article-text: Services the past Lord's Day were well attended. The interest is still in our midst and is still attended by us all. All members are expected to take a more active part during the fall and winter. Confirmation classes are now being formed. The choir has begun regular practice on Friday nights. The next service will be held on Sunday at eleven. The service will be given by Miss Etta Randolph.: [596, 1679, 768, 1829]
article-text: A 7 room 2 story Queen Ann; needs a new roof; lot 50x150; $2,500 cash.: [1128, 1569, 1271, 1605]
ad-languages: Speaks French, German and English: [615, 2303, 750, 2312]
poem-line: "I Can't" has a feeling the world's in debt: [1128, 473, 1271, 496]
ad-let: Let it be at the: [910, 90, 985, 102]
article-text: Mrs. Annie Hughes has broken up housekeeping and has gone to live with her son Alvin and family in San Francisco.: [596, 758, 768, 808]
article-text: Services are held at the chapel on the first and third Tuesday nights. Confirmation instruction will be given.: [596, 1850, 768, 1899]
ad-line: Tinning, Plumbing, Gas Fitting and General Jobbing: [803, 1066, 1092, 1078]
ad-restaurant: Restaurant, Coffee and Lunch: [950, 1440, 1115, 1453]
ad-address: 825 Broadway: [821, 1534, 893, 1546]
ad-railroad: Southern Pacific: [809, 857, 1087, 893]
ad-trains: 4 Dailey Trains: [864, 526, 1030, 550]
ad-name: A. J. PROVOST CO.: [799, 1517, 915, 1531]
signer: LUDWIKA DZIUBA.: [1186, 2461, 1271, 2471]
article-text: Remember Tuesday, October 19, the Black and White Ball at Lorin Hall, South Berkeley. Admission 50 cents.: [242, 2282, 414, 2331]
ad-seminary-shoe: [944, 1501, 1121, 1596]
ad-line: Bring in your next Repair Job: [959, 1583, 1106, 1595]
article-text: Mrs. Paul Davis carries a line of hair goods, and hair straightening combs, and scalp food. She shampoos and straightens the hair and manicures. Give us a trial. Mr. and Mrs. Paul Davis, proprietors, 432 8th St.: [242, 586, 414, 673]
article-text: Remember on October 29, at Magnolia Hall you will get nice hot chitterlins prepared by the best cooks. 10 cents a plate.: [596, 556, 768, 606]
ad-name: W ALLEN: [842, 1109, 1053, 1158]
ad-admission-row: [775, 190, 1121, 203]
ad-address: 1158 Seventh St. Oakland, Cal.: [604, 2210, 761, 2223]
column-1: [66, 72, 283, 2307]
ad-by: By the NORTH OAKLAND BAPTIST SUNDAY SCHOOL: [810, 377, 1085, 389]
scenery-item: 40 Miles of San Francisco Bay Shore.: [847, 718, 1034, 730]
article-text: Mr. Luther Mitchell and Emmeda Mattin were married on Thursday evening. Both are residents of Oakland. The marriage was solemnized in the Catholic faith.: [66, 1983, 237, 2045]
poem-line: "I Will" understands in his own strength lies: [1128, 983, 1271, 1005]
column-rule: [416, 72, 417, 1770]
poem-line: He rolls up his sleeves and he pitches in: [1128, 638, 1271, 661]
article-text: The church was beautifully decorated and the altar was bedecked with white asters and ferns.: [419, 165, 591, 214]
article-text: Each night a large crowd gathers to sing and pray and to hear the word of the Lord.: [66, 1062, 237, 1099]
article-text: The members are urged to come to each service and every night especially. Come singing, praying and shouting. Glory be to Him who giveth us the victory.: [66, 1411, 237, 1472]
ad-readings: Readings 50 cents: [636, 2289, 728, 2301]
brief: Best music. Foresters' hall, Oct. 29. Prizes for best characters.: [66, 450, 237, 474]
poem-line: And he hangs away till the world gives place.: [1128, 958, 1271, 981]
scenery-item: Best Dining Car Service in America.: [847, 825, 1027, 837]
brief: Notice is hereby given of the first reciprocity meeting of the new administration in the 2nd Baptist Church, 1227 E. Market street, Stockton, Cal., on Thursday, Oct. 21, 1915. The San Joaquin Club will be the hostess on this occasion and the President kindly requests that every effort be made by the members to attend the meeting.: [66, 543, 237, 668]
poem-line: He just grins, and mutters: "This can't last long.: [1128, 810, 1271, 834]
ad-line: Flash Lights Repaired: [775, 1443, 896, 1455]
poem-line: "I Will" never hesitates lest he fail—: [1128, 688, 1271, 711]
poem-line: But, given a chance to collect, he'll rant: [1128, 509, 1271, 533]
article-text: Mrs. Tobe Williams of 3318 Chestnut street entertained Friday afternoon from 2 to 6 in honor of Mrs. Lulu Roundtree of Omaha, Nebr.: [242, 2021, 414, 2084]
ad-city: Oakland, Cal.: [914, 1272, 982, 1285]
ad-line: Flash Lights: [775, 1457, 843, 1470]
ad-city: OAKLAND, CAL.: [824, 1548, 891, 1558]
poem-line: Once he gets his eye on the thing he wants: [1128, 614, 1271, 637]
ad-admission: ADMISSION 25c: [775, 191, 853, 202]
train-name: "Pacific Limited": [901, 621, 994, 633]
